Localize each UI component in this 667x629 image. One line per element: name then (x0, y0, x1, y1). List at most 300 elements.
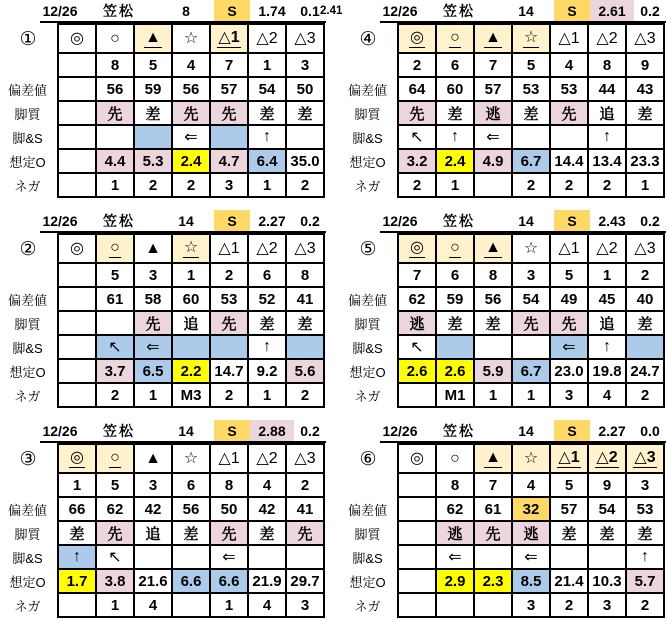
hensachi-cell (286, 287, 324, 311)
cell-text: 2.6 (406, 362, 428, 380)
cell-text: ⇐ (222, 549, 236, 566)
cell-text: 先 (523, 315, 539, 333)
cell-text: 4 (564, 56, 574, 74)
kyakushitsu-cell (286, 521, 324, 545)
kyaku-s-cell (398, 335, 436, 359)
soutei-o-cell (210, 359, 248, 383)
soutei-o-cell (474, 149, 512, 173)
row-labels (0, 77, 55, 197)
soutei-o-cell (626, 359, 664, 383)
hensachi-cell (474, 77, 512, 101)
nega-cell (172, 173, 210, 197)
race-block-6 (340, 420, 667, 620)
nega-cell (248, 383, 286, 407)
row-label: 想定O (349, 364, 386, 380)
symbol-glyph: △2 (256, 239, 278, 257)
kyakushitsu-cell (588, 521, 626, 545)
cell-text: 差 (637, 105, 653, 123)
kyaku-s-cell (436, 545, 474, 569)
symbol-cell (512, 234, 550, 263)
header-value-2: 0.2 (300, 212, 320, 229)
cell-text: 追 (145, 525, 161, 543)
s-flag: S (554, 420, 590, 441)
race-table (57, 443, 325, 618)
cell-text: ↑ (263, 338, 271, 355)
number-cell (474, 473, 512, 497)
cell-text: 差 (297, 315, 313, 333)
symbol-glyph: △2 (596, 239, 618, 257)
soutei-o-cell (172, 569, 210, 593)
cell-text: 10.3 (592, 572, 622, 590)
cell-text: 29.7 (290, 572, 320, 590)
s-flag: S (554, 210, 590, 231)
symbol-cell (436, 234, 474, 263)
soutei-o-cell (248, 359, 286, 383)
race-count: 14 (518, 422, 534, 439)
kyaku-s-cell (58, 125, 96, 149)
header-value-1: 2.61 (590, 0, 634, 21)
race-date: 12/26 (382, 422, 418, 439)
cell-text: ↖ (108, 339, 122, 356)
soutei-o-cell (172, 359, 210, 383)
kyaku-s-cell (550, 545, 588, 569)
s-flag: S (554, 0, 590, 21)
hensachi-cell (248, 77, 286, 101)
soutei-o-cell (286, 359, 324, 383)
number-cell (626, 53, 664, 77)
cell-text: 2.9 (444, 572, 466, 590)
cell-text: 53 (560, 80, 578, 98)
cell-text: 14.4 (554, 152, 584, 170)
symbol-glyph: ▲ (484, 449, 502, 469)
number-cell (512, 53, 550, 77)
cell-text: 3 (526, 596, 536, 614)
row-label: 脚&S (352, 130, 383, 146)
header-value-1: 1.74 (258, 2, 286, 19)
kyaku-s-cell (626, 545, 664, 569)
hensachi-cell (172, 77, 210, 101)
cell-text: 差 (69, 525, 85, 543)
cell-text: 差 (599, 525, 615, 543)
race-date: 12/26 (382, 212, 418, 229)
kyakushitsu-cell (286, 311, 324, 335)
symbol-glyph: ○ (449, 29, 461, 49)
cell-text: 先 (107, 105, 123, 123)
cell-text: 5 (110, 476, 120, 494)
cell-text: 24.7 (630, 362, 660, 380)
cell-text: 4.9 (482, 152, 504, 170)
kyaku-s-cell (210, 545, 248, 569)
soutei-o-cell (398, 569, 436, 593)
symbol-cell (286, 24, 324, 53)
track-name: 笠松 (443, 212, 475, 229)
cell-text: 7 (224, 56, 234, 74)
cell-text: 6 (450, 56, 460, 74)
nega-cell (58, 383, 96, 407)
symbol-glyph: ○ (109, 449, 121, 469)
race-date: 12/26 (42, 212, 78, 229)
symbol-cell (134, 234, 172, 263)
number-cell (398, 473, 436, 497)
kyakushitsu-cell (550, 521, 588, 545)
kyaku-s-cell (512, 335, 550, 359)
race-count: 14 (178, 422, 194, 439)
cell-text: 13.4 (592, 152, 622, 170)
nega-cell (588, 173, 626, 197)
hensachi-cell (286, 77, 324, 101)
hensachi-cell (398, 77, 436, 101)
soutei-o-cell (286, 569, 324, 593)
nega-cell (172, 593, 210, 617)
soutei-o-cell (248, 149, 286, 173)
cell-text: 40 (636, 290, 654, 308)
race-table (57, 23, 325, 198)
kyaku-s-cell (474, 125, 512, 149)
nega-cell (436, 593, 474, 617)
kyakushitsu-cell (550, 311, 588, 335)
hensachi-cell (58, 77, 96, 101)
symbol-cell (436, 444, 474, 473)
cell-text: 1 (186, 266, 196, 284)
race-date: 12/26 (42, 422, 78, 439)
track-name: 笠松 (443, 422, 475, 439)
symbol-glyph: △1 (218, 449, 240, 467)
cell-text: 1 (110, 596, 120, 614)
hensachi-cell (588, 77, 626, 101)
symbol-glyph: △3 (634, 239, 656, 257)
symbol-glyph: ◎ (70, 239, 84, 257)
symbol-cell (398, 24, 436, 53)
symbol-glyph: ▲ (145, 239, 161, 257)
symbol-cell (588, 444, 626, 473)
cell-text: 3 (300, 596, 310, 614)
number-cell (248, 473, 286, 497)
cell-text: ↑ (451, 128, 459, 145)
nega-cell (474, 173, 512, 197)
cell-text: 差 (447, 105, 463, 123)
cell-text: 3 (602, 596, 612, 614)
cell-text: 2 (412, 56, 422, 74)
nega-cell (398, 173, 436, 197)
soutei-o-cell (550, 359, 588, 383)
cell-text: 56 (182, 500, 200, 518)
cell-text: 2 (640, 596, 650, 614)
race-block-5 (340, 210, 667, 410)
cell-text: 追 (183, 315, 199, 333)
cell-text: 6.4 (256, 152, 278, 170)
cell-text: 3 (224, 176, 234, 194)
race-table (397, 443, 665, 618)
cell-text: ↑ (603, 338, 611, 355)
number-cell (474, 263, 512, 287)
symbol-glyph: ▲ (484, 239, 502, 259)
symbol-cell (474, 444, 512, 473)
hensachi-cell (474, 287, 512, 311)
cell-text: 58 (144, 290, 162, 308)
cell-text: 6.6 (180, 572, 202, 590)
cell-text: 8 (450, 476, 460, 494)
hensachi-cell (550, 77, 588, 101)
cell-text: 66 (68, 500, 86, 518)
cell-text: 2.6 (444, 362, 466, 380)
race-date: 12/26 (382, 2, 418, 19)
kyaku-s-cell (286, 545, 324, 569)
race-number-badge: ③ (19, 449, 37, 470)
soutei-o-cell (96, 149, 134, 173)
kyaku-s-cell (550, 335, 588, 359)
cell-text: 4 (148, 596, 158, 614)
cell-text: 6.5 (142, 362, 164, 380)
nega-cell (626, 383, 664, 407)
cell-text: 先 (107, 525, 123, 543)
hensachi-cell (512, 287, 550, 311)
kyakushitsu-cell (588, 311, 626, 335)
cell-text: 1 (602, 266, 612, 284)
cell-text: 4 (526, 476, 536, 494)
symbol-glyph: △3 (633, 449, 656, 469)
row-label: 脚質 (14, 106, 41, 122)
number-cell (286, 53, 324, 77)
symbol-cell (172, 444, 210, 473)
cell-text: 14.7 (214, 362, 244, 380)
nega-cell (96, 593, 134, 617)
number-cell (588, 53, 626, 77)
cell-text: 差 (145, 105, 161, 123)
row-label: 想定O (9, 154, 46, 170)
header-value-extra: 2.41 (320, 5, 343, 17)
symbol-cell (550, 234, 588, 263)
kyaku-s-cell (58, 335, 96, 359)
cell-text: 逃 (485, 105, 501, 123)
nega-cell (248, 173, 286, 197)
race-number-badge: ④ (359, 29, 377, 50)
cell-text: 43 (636, 80, 654, 98)
row-label: ネガ (354, 598, 381, 614)
hensachi-cell (398, 497, 436, 521)
cell-text: 先 (221, 105, 237, 123)
cell-text: 59 (446, 290, 464, 308)
symbol-cell (626, 24, 664, 53)
row-label: 偏差値 (7, 82, 47, 98)
header-value-1: 2.88 (250, 420, 294, 441)
cell-text: ↑ (641, 548, 649, 565)
race-table (397, 23, 665, 198)
soutei-o-cell (134, 569, 172, 593)
cell-text: 1 (224, 596, 234, 614)
symbol-glyph: △1 (557, 449, 580, 469)
cell-text: 先 (485, 525, 501, 543)
race-date: 12/26 (42, 2, 78, 19)
number-cell (248, 53, 286, 77)
symbol-cell (626, 234, 664, 263)
kyakushitsu-cell (210, 521, 248, 545)
nega-cell (210, 593, 248, 617)
cell-text: 2 (300, 476, 310, 494)
nega-cell (58, 593, 96, 617)
nega-cell (512, 173, 550, 197)
soutei-o-cell (626, 569, 664, 593)
cell-text: 61 (484, 500, 502, 518)
cell-text: 先 (145, 315, 161, 333)
cell-text: ⇐ (448, 549, 462, 566)
cell-text: ↖ (108, 549, 122, 566)
soutei-o-cell (96, 569, 134, 593)
track-name: 笠松 (443, 2, 475, 19)
cell-text: 3.2 (406, 152, 428, 170)
symbol-cell (286, 444, 324, 473)
cell-text: 5 (526, 56, 536, 74)
race-count: 14 (518, 212, 534, 229)
row-label: 想定O (349, 154, 386, 170)
cell-text: 3 (526, 266, 536, 284)
cell-text: 19.8 (592, 362, 622, 380)
symbol-cell (550, 444, 588, 473)
hensachi-cell (172, 497, 210, 521)
kyakushitsu-cell (474, 101, 512, 125)
cell-text: 差 (637, 525, 653, 543)
kyakushitsu-cell (58, 101, 96, 125)
symbol-cell (134, 444, 172, 473)
number-cell (626, 263, 664, 287)
cell-text: 1 (526, 386, 536, 404)
cell-text: 2 (148, 176, 158, 194)
kyakushitsu-cell (286, 101, 324, 125)
cell-text: 5.3 (142, 152, 164, 170)
cell-text: 3.7 (104, 362, 126, 380)
number-cell (210, 53, 248, 77)
hensachi-cell (172, 287, 210, 311)
track-name: 笠松 (103, 212, 135, 229)
row-label: 偏差値 (347, 82, 387, 98)
cell-text: ⇐ (562, 339, 576, 356)
nega-cell (550, 593, 588, 617)
cell-text: 35.0 (290, 152, 320, 170)
cell-text: 50 (296, 80, 314, 98)
cell-text: 44 (598, 80, 616, 98)
cell-text: 3 (148, 266, 158, 284)
hensachi-cell (550, 497, 588, 521)
cell-text: 62 (446, 500, 464, 518)
cell-text: 57 (484, 80, 502, 98)
kyaku-s-cell (134, 335, 172, 359)
symbol-glyph: △1 (218, 239, 240, 257)
symbol-cell (588, 24, 626, 53)
symbol-cell (210, 24, 248, 53)
nega-cell (134, 173, 172, 197)
symbol-cell (626, 444, 664, 473)
track-name: 笠松 (103, 422, 135, 439)
cell-text: 3 (640, 476, 650, 494)
cell-text: 2 (224, 266, 234, 284)
cell-text: 4 (262, 476, 272, 494)
cell-text: 23.0 (554, 362, 584, 380)
header-value-1: 2.27 (598, 422, 626, 439)
cell-text: 8.5 (520, 572, 542, 590)
kyakushitsu-cell (474, 521, 512, 545)
soutei-o-cell (286, 149, 324, 173)
cell-text: 8 (224, 476, 234, 494)
cell-text: 差 (183, 525, 199, 543)
number-cell (550, 473, 588, 497)
number-cell (588, 473, 626, 497)
cell-text: 2 (564, 176, 574, 194)
number-cell (398, 263, 436, 287)
cell-text: 3 (564, 386, 574, 404)
cell-text: 2 (564, 596, 574, 614)
race-block-2 (0, 210, 330, 410)
cell-text: 54 (258, 80, 276, 98)
number-cell (210, 263, 248, 287)
cell-text: 62 (106, 500, 124, 518)
soutei-o-cell (172, 149, 210, 173)
symbol-glyph: ◎ (410, 449, 424, 467)
header-value-2: 0.2 (640, 212, 660, 229)
cell-text: 42 (258, 500, 276, 518)
soutei-o-cell (58, 149, 96, 173)
cell-text: 差 (259, 315, 275, 333)
symbol-cell (550, 24, 588, 53)
row-labels (340, 497, 395, 617)
kyaku-s-cell (436, 125, 474, 149)
symbol-glyph: ▲ (145, 449, 161, 467)
cell-text: 6 (450, 266, 460, 284)
cell-text: ↑ (603, 128, 611, 145)
row-label: 脚&S (12, 130, 43, 146)
race-header (380, 210, 666, 233)
kyaku-s-cell (248, 125, 286, 149)
row-label: ネガ (14, 598, 41, 614)
header-value-1: 2.43 (598, 212, 626, 229)
cell-text: 差 (561, 525, 577, 543)
cell-text: 57 (560, 500, 578, 518)
symbol-cell (210, 234, 248, 263)
kyaku-s-cell (588, 545, 626, 569)
cell-text: 3 (300, 56, 310, 74)
cell-text: ⇐ (486, 129, 500, 146)
cell-text: 1 (110, 176, 120, 194)
symbol-glyph: △3 (294, 449, 316, 467)
soutei-o-cell (58, 569, 96, 593)
cell-text: 2 (412, 176, 422, 194)
cell-text: 9.2 (256, 362, 278, 380)
soutei-o-cell (248, 569, 286, 593)
symbol-cell (210, 444, 248, 473)
header-value-1: 2.27 (258, 212, 286, 229)
kyakushitsu-cell (210, 311, 248, 335)
symbol-cell (286, 234, 324, 263)
kyakushitsu-cell (248, 311, 286, 335)
cell-text: 5.7 (634, 572, 656, 590)
cell-text: 2.3 (482, 572, 504, 590)
cell-text: 差 (259, 105, 275, 123)
number-cell (398, 53, 436, 77)
kyaku-s-cell (134, 125, 172, 149)
row-label: 想定O (349, 574, 386, 590)
cell-text: 42 (144, 500, 162, 518)
row-label: 想定O (9, 364, 46, 380)
nega-cell (172, 383, 210, 407)
symbol-glyph: ☆ (183, 449, 199, 467)
nega-cell (550, 173, 588, 197)
cell-text: 59 (144, 80, 162, 98)
number-cell (172, 53, 210, 77)
kyaku-s-cell (588, 125, 626, 149)
cell-text: 2 (110, 386, 120, 404)
symbol-cell (96, 24, 134, 53)
number-cell (210, 473, 248, 497)
hensachi-cell (134, 77, 172, 101)
cell-text: 2 (640, 386, 650, 404)
